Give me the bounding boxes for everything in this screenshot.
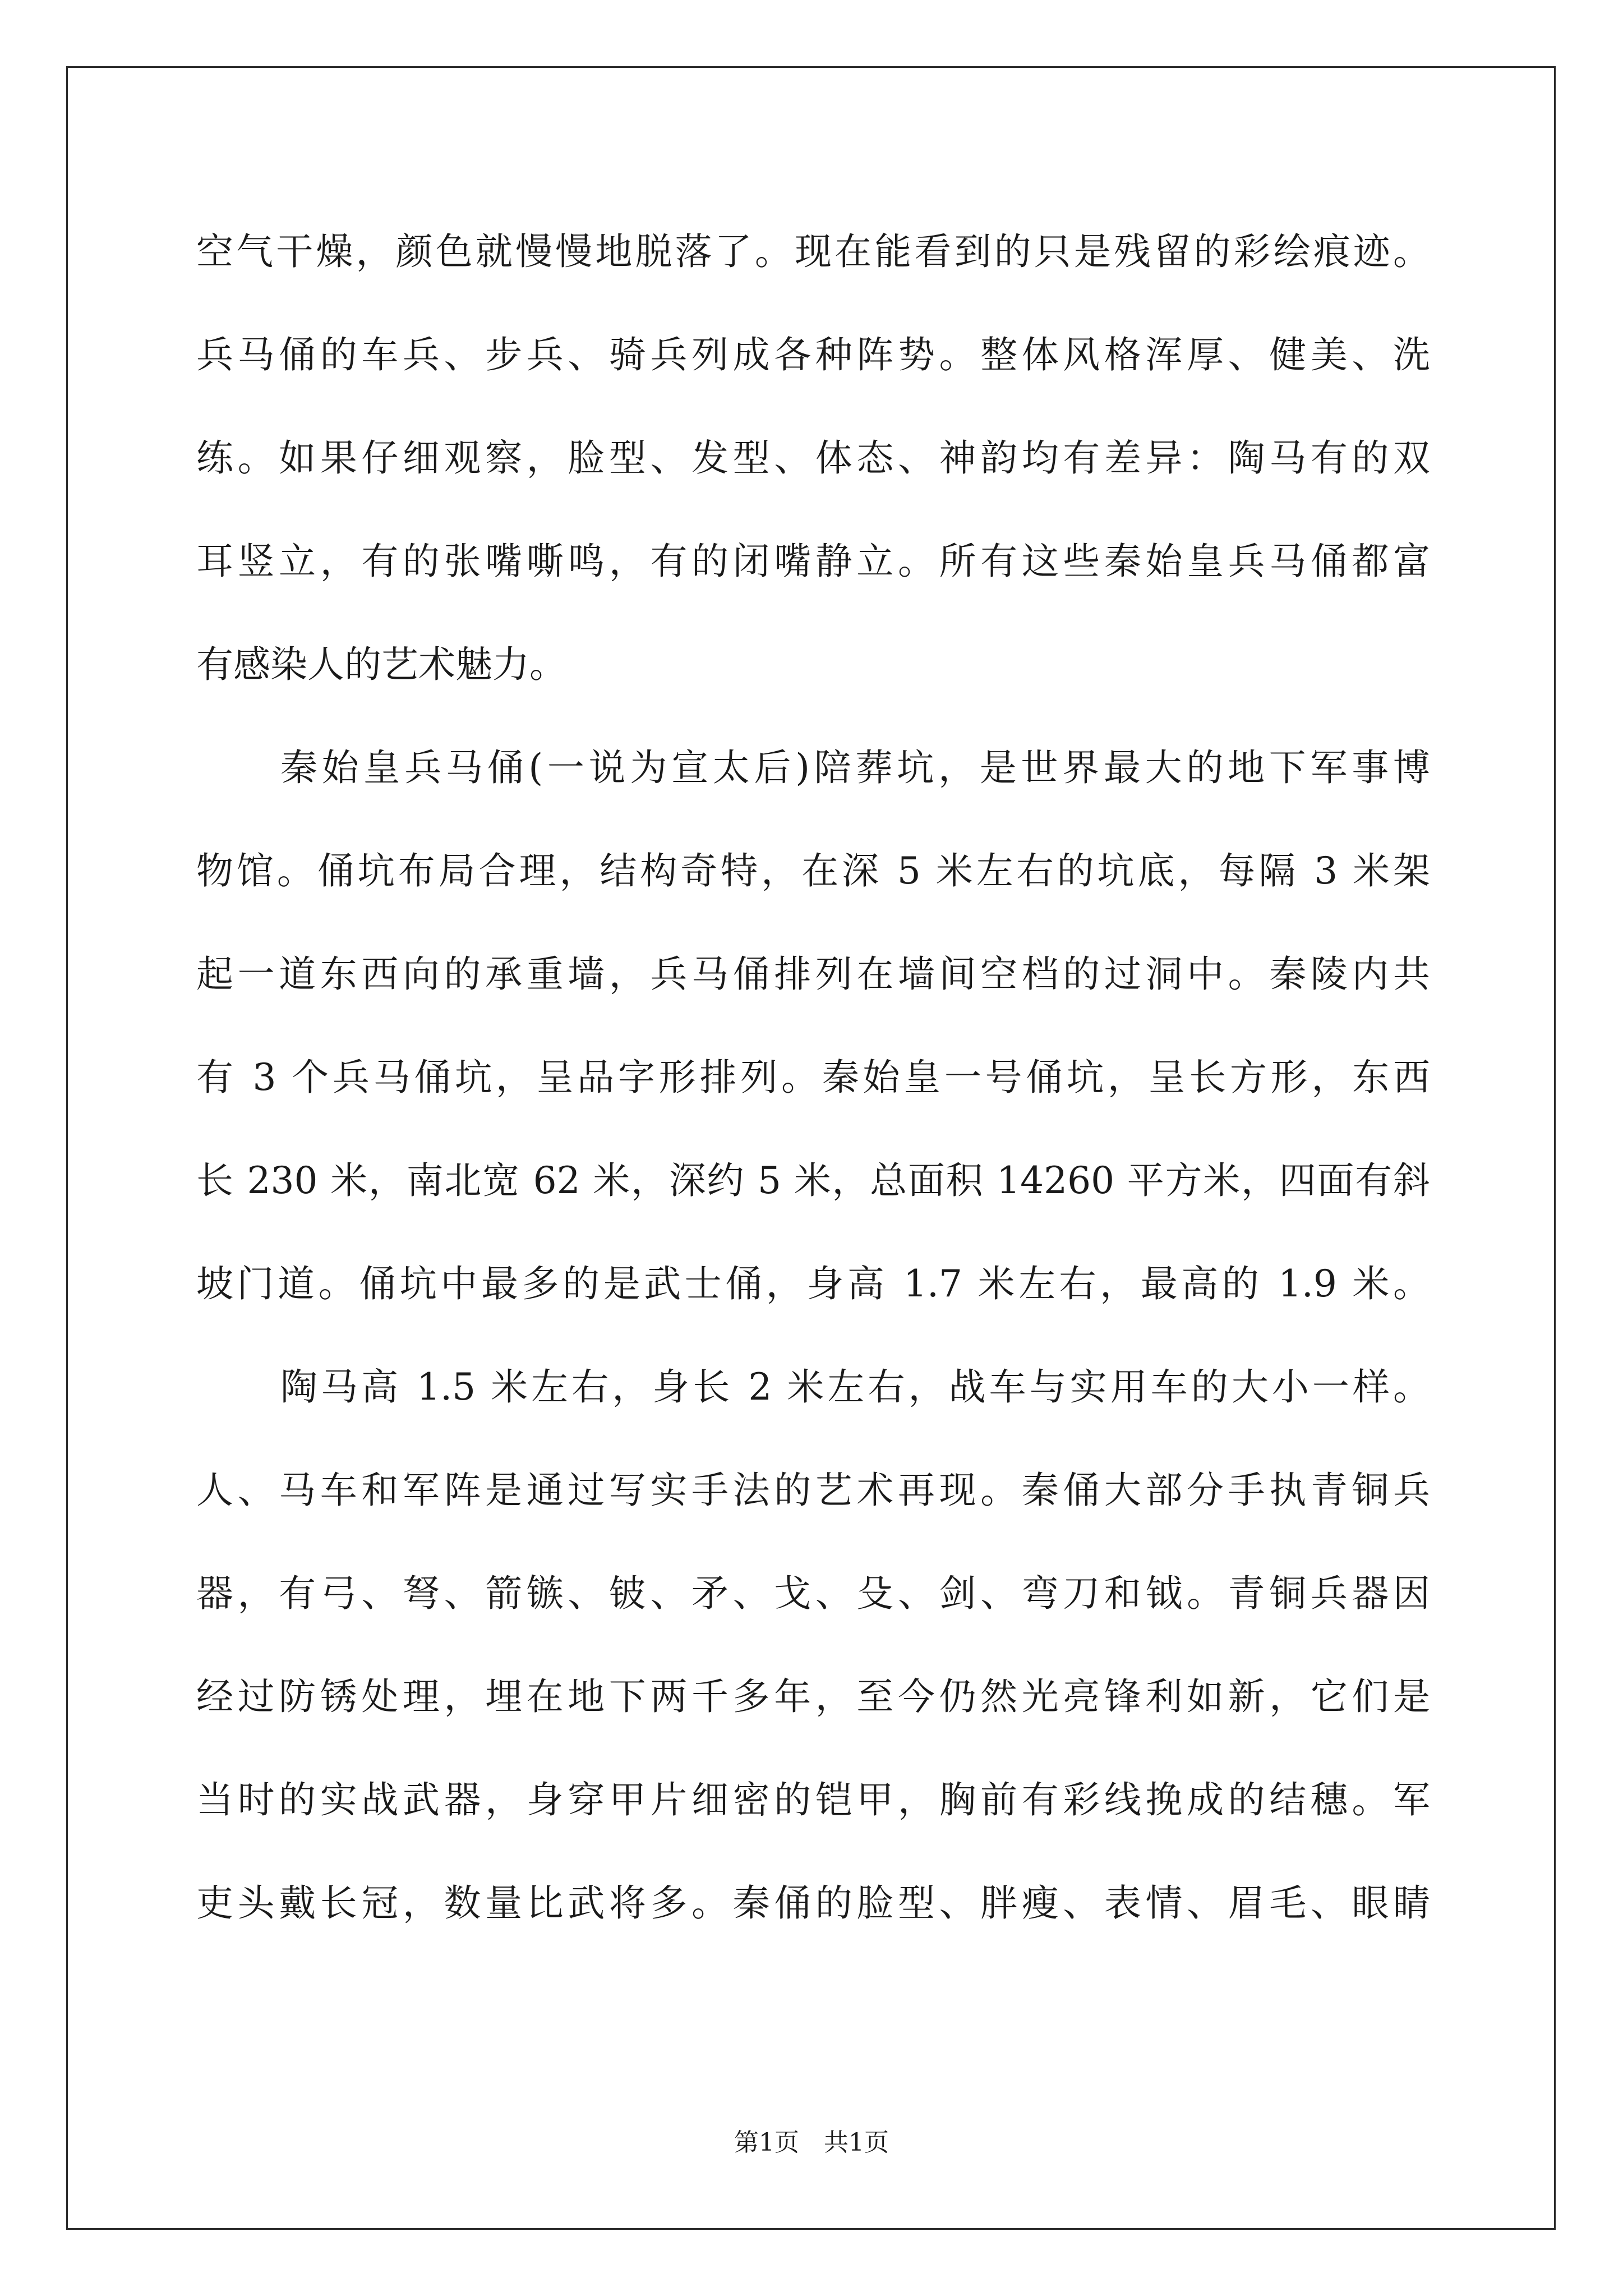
text-line: 经过防锈处理，埋在地下两千多年，至今仍然光亮锋利如新，它们是 — [196, 1675, 1430, 1718]
text-line: 物馆。俑坑布局合理，结构奇特，在深 5 米左右的坑底，每隔 3 米架 — [196, 849, 1430, 892]
text-line: 人、马车和军阵是通过写实手法的艺术再现。秦俑大部分手执青铜兵 — [196, 1469, 1430, 1512]
text-line: 有 3 个兵马俑坑，呈品字形排列。秦始皇一号俑坑，呈长方形，东西 — [196, 1056, 1430, 1099]
text-line: 空气干燥，颜色就慢慢地脱落了。现在能看到的只是残留的彩绘痕迹。 — [196, 230, 1430, 273]
text-line: 起一道东西向的承重墙，兵马俑排列在墙间空档的过洞中。秦陵内共 — [196, 953, 1430, 996]
text-line: 器，有弓、弩、箭镞、铍、矛、戈、殳、剑、弯刀和钺。青铜兵器因 — [196, 1572, 1430, 1615]
page-number: 第1页 — [734, 2128, 799, 2157]
text-line: 长 230 米，南北宽 62 米，深约 5 米，总面积 14260 平方米，四面有斜 — [196, 1159, 1430, 1202]
text-line: 耳竖立，有的张嘴嘶鸣，有的闭嘴静立。所有这些秦始皇兵马俑都富 — [196, 540, 1430, 583]
text-line: 陶马高 1.5 米左右，身长 2 米左右，战车与实用车的大小一样。 — [280, 1365, 1430, 1409]
text-line: 有感染人的艺术魅力。 — [196, 643, 566, 686]
text-line: 坡门道。俑坑中最多的是武士俑，身高 1.7 米左右，最高的 1.9 米。 — [196, 1262, 1430, 1305]
document-body — [196, 200, 1430, 1955]
page-footer — [0, 2126, 1623, 2160]
page-total: 共1页 — [824, 2128, 889, 2157]
text-line: 练。如果仔细观察，脸型、发型、体态、神韵均有差异：陶马有的双 — [196, 436, 1430, 480]
text-line: 当时的实战武器，身穿甲片细密的铠甲，胸前有彩线挽成的结穗。军 — [196, 1778, 1430, 1821]
text-line: 兵马俑的车兵、步兵、骑兵列成各种阵势。整体风格浑厚、健美、洗 — [196, 333, 1430, 376]
text-line: 秦始皇兵马俑(一说为宣太后)陪葬坑，是世界最大的地下军事博 — [280, 746, 1430, 789]
text-line: 吏头戴长冠，数量比武将多。秦俑的脸型、胖瘦、表情、眉毛、眼睛 — [196, 1881, 1430, 1925]
